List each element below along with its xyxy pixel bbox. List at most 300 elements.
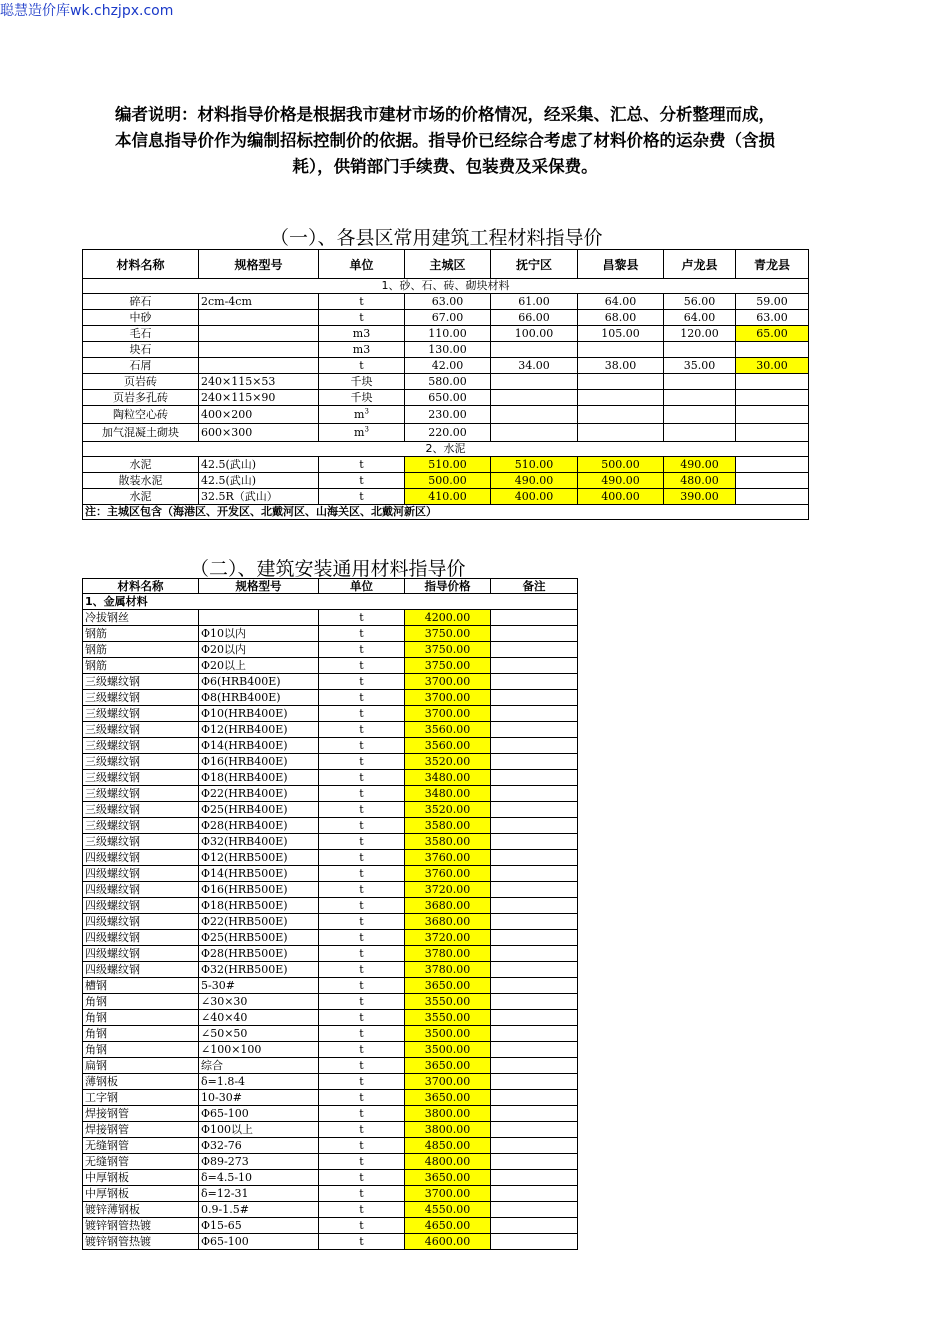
footnote: 注：主城区包含（海港区、开发区、北戴河区、山海关区、北戴河新区）	[83, 505, 809, 520]
material-name: 三级螺纹钢	[83, 834, 199, 850]
spec: 2cm-4cm	[199, 294, 319, 310]
unit: t	[319, 1170, 405, 1186]
price-cell	[664, 390, 736, 406]
price-cell: 650.00	[405, 390, 491, 406]
guide-price: 3520.00	[405, 802, 491, 818]
guide-price: 3650.00	[405, 1170, 491, 1186]
unit: t	[319, 946, 405, 962]
county-price-table	[82, 249, 809, 520]
guide-price: 3650.00	[405, 1058, 491, 1074]
remark	[491, 946, 578, 962]
guide-price: 3480.00	[405, 786, 491, 802]
guide-price: 3520.00	[405, 754, 491, 770]
price-cell: 38.00	[578, 358, 664, 374]
remark	[491, 1106, 578, 1122]
price-cell	[664, 406, 736, 424]
unit	[319, 326, 405, 342]
table-row	[83, 442, 809, 457]
unit	[319, 406, 405, 424]
remark	[491, 1234, 578, 1250]
guide-price: 3680.00	[405, 914, 491, 930]
spec: Φ32(HRB500E)	[199, 962, 319, 978]
column-header: 材料名称	[83, 579, 199, 594]
price-cell: 390.00	[664, 489, 736, 505]
spec: Φ12(HRB500E)	[199, 850, 319, 866]
price-cell	[578, 342, 664, 358]
guide-price: 3700.00	[405, 706, 491, 722]
unit: t	[319, 850, 405, 866]
remark	[491, 610, 578, 626]
column-header: 抚宁区	[491, 250, 578, 279]
remark	[491, 1058, 578, 1074]
table-row	[83, 642, 578, 658]
unit: t	[319, 457, 405, 473]
remark	[491, 834, 578, 850]
unit-text: m	[354, 408, 365, 421]
spec: Φ28(HRB500E)	[199, 946, 319, 962]
unit: t	[319, 610, 405, 626]
table-row	[83, 457, 809, 473]
table-row	[83, 866, 578, 882]
remark	[491, 1186, 578, 1202]
spec: ∠40×40	[199, 1010, 319, 1026]
guide-price: 3700.00	[405, 674, 491, 690]
material-name: 槽钢	[83, 978, 199, 994]
section-label: 1、金属材料	[83, 594, 578, 610]
remark	[491, 850, 578, 866]
table-row	[83, 674, 578, 690]
material-name: 镀锌薄钢板	[83, 1202, 199, 1218]
unit: t	[319, 1234, 405, 1250]
material-name: 加气混凝土砌块	[83, 424, 199, 442]
column-header: 主城区	[405, 250, 491, 279]
unit	[319, 424, 405, 442]
table-row	[83, 1106, 578, 1122]
table-row	[83, 390, 809, 406]
column-header: 材料名称	[83, 250, 199, 279]
price-cell: 30.00	[736, 358, 809, 374]
table-row	[83, 1090, 578, 1106]
unit: t	[319, 690, 405, 706]
unit: t	[319, 898, 405, 914]
material-name: 三级螺纹钢	[83, 770, 199, 786]
material-name: 碎石	[83, 294, 199, 310]
price-cell	[491, 390, 578, 406]
unit-text: 千块	[350, 391, 373, 404]
spec: Φ14(HRB500E)	[199, 866, 319, 882]
material-name: 页岩砖	[83, 374, 199, 390]
price-cell	[736, 342, 809, 358]
table-row	[83, 279, 809, 294]
unit: t	[319, 770, 405, 786]
column-header: 单位	[319, 250, 405, 279]
spec: 400×200	[199, 406, 319, 424]
unit: t	[319, 1218, 405, 1234]
price-cell: 500.00	[578, 457, 664, 473]
material-name: 三级螺纹钢	[83, 706, 199, 722]
spec: ∠30×30	[199, 994, 319, 1010]
price-cell: 490.00	[578, 473, 664, 489]
price-cell: 110.00	[405, 326, 491, 342]
guide-price: 3780.00	[405, 962, 491, 978]
material-name: 四级螺纹钢	[83, 850, 199, 866]
price-cell: 56.00	[664, 294, 736, 310]
guide-price: 3550.00	[405, 1010, 491, 1026]
guide-price: 3580.00	[405, 818, 491, 834]
table-row	[83, 1122, 578, 1138]
spec	[199, 358, 319, 374]
guide-price: 3700.00	[405, 690, 491, 706]
spec: 0.9-1.5#	[199, 1202, 319, 1218]
remark	[491, 722, 578, 738]
price-cell: 67.00	[405, 310, 491, 326]
unit: t	[319, 866, 405, 882]
material-name: 角钢	[83, 1026, 199, 1042]
unit	[319, 294, 405, 310]
price-cell: 105.00	[578, 326, 664, 342]
guide-price: 3480.00	[405, 770, 491, 786]
remark	[491, 1026, 578, 1042]
unit-text: m3	[352, 343, 371, 356]
table-row	[83, 342, 809, 358]
table-row	[83, 834, 578, 850]
guide-price: 3560.00	[405, 722, 491, 738]
unit-text: m	[354, 426, 365, 439]
unit: t	[319, 1106, 405, 1122]
watermark: 聪慧造价库wk.chzjpx.com	[0, 3, 174, 19]
unit: t	[319, 706, 405, 722]
spec: Φ20以上	[199, 658, 319, 674]
unit: t	[319, 994, 405, 1010]
price-cell: 120.00	[664, 326, 736, 342]
table-row	[83, 818, 578, 834]
guide-price: 4650.00	[405, 1218, 491, 1234]
unit: t	[319, 1074, 405, 1090]
price-cell: 410.00	[405, 489, 491, 505]
table-row	[83, 1186, 578, 1202]
material-name: 三级螺纹钢	[83, 690, 199, 706]
column-header: 卢龙县	[664, 250, 736, 279]
material-name: 薄钢板	[83, 1074, 199, 1090]
guide-price: 4550.00	[405, 1202, 491, 1218]
guide-price: 3500.00	[405, 1026, 491, 1042]
spec: ∠50×50	[199, 1026, 319, 1042]
price-cell	[664, 342, 736, 358]
spec: Φ89-273	[199, 1154, 319, 1170]
spec: Φ15-65	[199, 1218, 319, 1234]
material-name: 三级螺纹钢	[83, 754, 199, 770]
price-cell	[736, 390, 809, 406]
remark	[491, 866, 578, 882]
guide-price: 3560.00	[405, 738, 491, 754]
remark	[491, 1202, 578, 1218]
spec: 综合	[199, 1058, 319, 1074]
section-label: 2、水泥	[83, 442, 809, 457]
remark	[491, 1138, 578, 1154]
material-name: 三级螺纹钢	[83, 786, 199, 802]
spec: Φ28(HRB400E)	[199, 818, 319, 834]
remark	[491, 882, 578, 898]
unit: t	[319, 978, 405, 994]
guide-price: 3800.00	[405, 1106, 491, 1122]
price-cell: 400.00	[491, 489, 578, 505]
table-row	[83, 250, 809, 279]
spec: ∠100×100	[199, 1042, 319, 1058]
remark	[491, 770, 578, 786]
spec: 42.5(武山)	[199, 473, 319, 489]
table-row	[83, 722, 578, 738]
price-cell: 64.00	[664, 310, 736, 326]
price-cell: 500.00	[405, 473, 491, 489]
remark	[491, 786, 578, 802]
material-name: 三级螺纹钢	[83, 722, 199, 738]
unit: t	[319, 626, 405, 642]
spec: Φ8(HRB400E)	[199, 690, 319, 706]
material-name: 三级螺纹钢	[83, 674, 199, 690]
table-row	[83, 882, 578, 898]
material-name: 三级螺纹钢	[83, 802, 199, 818]
material-name: 冷拔钢丝	[83, 610, 199, 626]
table-row	[83, 1026, 578, 1042]
table-row	[83, 962, 578, 978]
remark	[491, 898, 578, 914]
guide-price: 3650.00	[405, 978, 491, 994]
unit-text: t	[359, 295, 364, 308]
material-name: 扁钢	[83, 1058, 199, 1074]
spec: Φ6(HRB400E)	[199, 674, 319, 690]
spec: Φ20以内	[199, 642, 319, 658]
table-row	[83, 994, 578, 1010]
guide-price: 4800.00	[405, 1154, 491, 1170]
column-header: 单位	[319, 579, 405, 594]
spec: δ=4.5-10	[199, 1170, 319, 1186]
spec: 240×115×53	[199, 374, 319, 390]
table-row	[83, 505, 809, 520]
material-name: 角钢	[83, 1042, 199, 1058]
unit: t	[319, 1202, 405, 1218]
table-row	[83, 473, 809, 489]
material-name: 钢筋	[83, 626, 199, 642]
spec: Φ12(HRB400E)	[199, 722, 319, 738]
price-cell	[491, 342, 578, 358]
spec: Φ16(HRB400E)	[199, 754, 319, 770]
unit-text: t	[359, 359, 364, 372]
table-row	[83, 1218, 578, 1234]
material-name: 中厚钢板	[83, 1186, 199, 1202]
price-cell	[736, 457, 809, 473]
table-row	[83, 358, 809, 374]
unit: t	[319, 962, 405, 978]
unit-text: t	[359, 311, 364, 324]
material-name: 石屑	[83, 358, 199, 374]
remark	[491, 690, 578, 706]
price-cell	[578, 406, 664, 424]
spec: δ=1.8-4	[199, 1074, 319, 1090]
guide-price: 3550.00	[405, 994, 491, 1010]
unit: t	[319, 658, 405, 674]
material-name: 钢筋	[83, 642, 199, 658]
remark	[491, 1122, 578, 1138]
spec: Φ32(HRB400E)	[199, 834, 319, 850]
spec	[199, 310, 319, 326]
material-name: 四级螺纹钢	[83, 946, 199, 962]
spec: 42.5(武山)	[199, 457, 319, 473]
spec: Φ10(HRB400E)	[199, 706, 319, 722]
material-name: 水泥	[83, 489, 199, 505]
table-row	[83, 786, 578, 802]
remark	[491, 1218, 578, 1234]
table-row	[83, 898, 578, 914]
unit: t	[319, 1122, 405, 1138]
remark	[491, 642, 578, 658]
material-name: 镀锌钢管热镀	[83, 1218, 199, 1234]
price-cell: 580.00	[405, 374, 491, 390]
unit	[319, 342, 405, 358]
price-cell: 100.00	[491, 326, 578, 342]
column-header: 备注	[491, 579, 578, 594]
unit	[319, 310, 405, 326]
material-name: 焊接钢管	[83, 1106, 199, 1122]
remark	[491, 802, 578, 818]
material-name: 中厚钢板	[83, 1170, 199, 1186]
unit-text: m3	[352, 327, 371, 340]
material-name: 工字钢	[83, 1090, 199, 1106]
price-cell: 130.00	[405, 342, 491, 358]
table-row	[83, 374, 809, 390]
remark	[491, 818, 578, 834]
unit: t	[319, 754, 405, 770]
table2-title: （二）、建筑安装通用材料指导价	[190, 558, 466, 580]
price-cell	[491, 424, 578, 442]
price-cell: 220.00	[405, 424, 491, 442]
spec	[199, 342, 319, 358]
spec: Φ18(HRB400E)	[199, 770, 319, 786]
unit	[319, 358, 405, 374]
material-name: 无缝钢管	[83, 1154, 199, 1170]
remark	[491, 978, 578, 994]
unit: t	[319, 1042, 405, 1058]
table-row	[83, 626, 578, 642]
price-cell	[736, 374, 809, 390]
remark	[491, 738, 578, 754]
table1-title: （一）、各县区常用建筑工程材料指导价	[270, 227, 603, 249]
table-row	[83, 738, 578, 754]
table-row	[83, 658, 578, 674]
table-row	[83, 1074, 578, 1090]
remark	[491, 658, 578, 674]
remark	[491, 1170, 578, 1186]
editor-note-line: 耗），供销部门手续费、包装费及采保费。	[292, 157, 598, 176]
unit: t	[319, 786, 405, 802]
price-cell: 63.00	[736, 310, 809, 326]
price-cell: 35.00	[664, 358, 736, 374]
price-cell: 63.00	[405, 294, 491, 310]
spec: δ=12-31	[199, 1186, 319, 1202]
unit: t	[319, 642, 405, 658]
material-name: 四级螺纹钢	[83, 898, 199, 914]
spec: Φ100以上	[199, 1122, 319, 1138]
price-cell: 510.00	[491, 457, 578, 473]
remark	[491, 674, 578, 690]
unit: t	[319, 674, 405, 690]
table-row	[83, 489, 809, 505]
spec: 10-30#	[199, 1090, 319, 1106]
guide-price: 3750.00	[405, 626, 491, 642]
remark	[491, 754, 578, 770]
unit-superscript: 3	[364, 407, 369, 416]
spec: 5-30#	[199, 978, 319, 994]
unit: t	[319, 1186, 405, 1202]
spec: Φ65-100	[199, 1234, 319, 1250]
table-row	[83, 914, 578, 930]
table-row	[83, 802, 578, 818]
spec: Φ22(HRB500E)	[199, 914, 319, 930]
table-row	[83, 706, 578, 722]
column-header: 规格型号	[199, 250, 319, 279]
price-cell: 42.00	[405, 358, 491, 374]
spec: 32.5R（武山）	[199, 489, 319, 505]
unit: t	[319, 738, 405, 754]
remark	[491, 962, 578, 978]
material-name: 四级螺纹钢	[83, 930, 199, 946]
price-cell	[664, 374, 736, 390]
table-row	[83, 770, 578, 786]
table-row	[83, 406, 809, 424]
remark	[491, 994, 578, 1010]
table-row	[83, 690, 578, 706]
unit: t	[319, 802, 405, 818]
material-name: 无缝钢管	[83, 1138, 199, 1154]
guide-price: 4200.00	[405, 610, 491, 626]
material-name: 镀锌钢管热镀	[83, 1234, 199, 1250]
general-price-table	[82, 578, 578, 1250]
unit: t	[319, 834, 405, 850]
spec: 240×115×90	[199, 390, 319, 406]
price-cell: 34.00	[491, 358, 578, 374]
material-name: 角钢	[83, 994, 199, 1010]
material-name: 三级螺纹钢	[83, 738, 199, 754]
table-row	[83, 1058, 578, 1074]
guide-price: 3760.00	[405, 866, 491, 882]
spec: Φ65-100	[199, 1106, 319, 1122]
guide-price: 3500.00	[405, 1042, 491, 1058]
material-name: 钢筋	[83, 658, 199, 674]
material-name: 四级螺纹钢	[83, 914, 199, 930]
price-cell: 490.00	[491, 473, 578, 489]
price-cell	[491, 406, 578, 424]
unit: t	[319, 1090, 405, 1106]
material-name: 角钢	[83, 1010, 199, 1026]
table-row	[83, 310, 809, 326]
remark	[491, 1074, 578, 1090]
spec: Φ10以内	[199, 626, 319, 642]
spec	[199, 326, 319, 342]
unit: t	[319, 818, 405, 834]
material-name: 页岩多孔砖	[83, 390, 199, 406]
price-cell: 61.00	[491, 294, 578, 310]
price-cell	[664, 424, 736, 442]
table-row	[83, 754, 578, 770]
guide-price: 3750.00	[405, 658, 491, 674]
material-name: 水泥	[83, 457, 199, 473]
unit-text: 千块	[350, 375, 373, 388]
remark	[491, 1042, 578, 1058]
unit	[319, 390, 405, 406]
spec	[199, 610, 319, 626]
material-name: 散装水泥	[83, 473, 199, 489]
price-cell	[736, 424, 809, 442]
table-row	[83, 1138, 578, 1154]
